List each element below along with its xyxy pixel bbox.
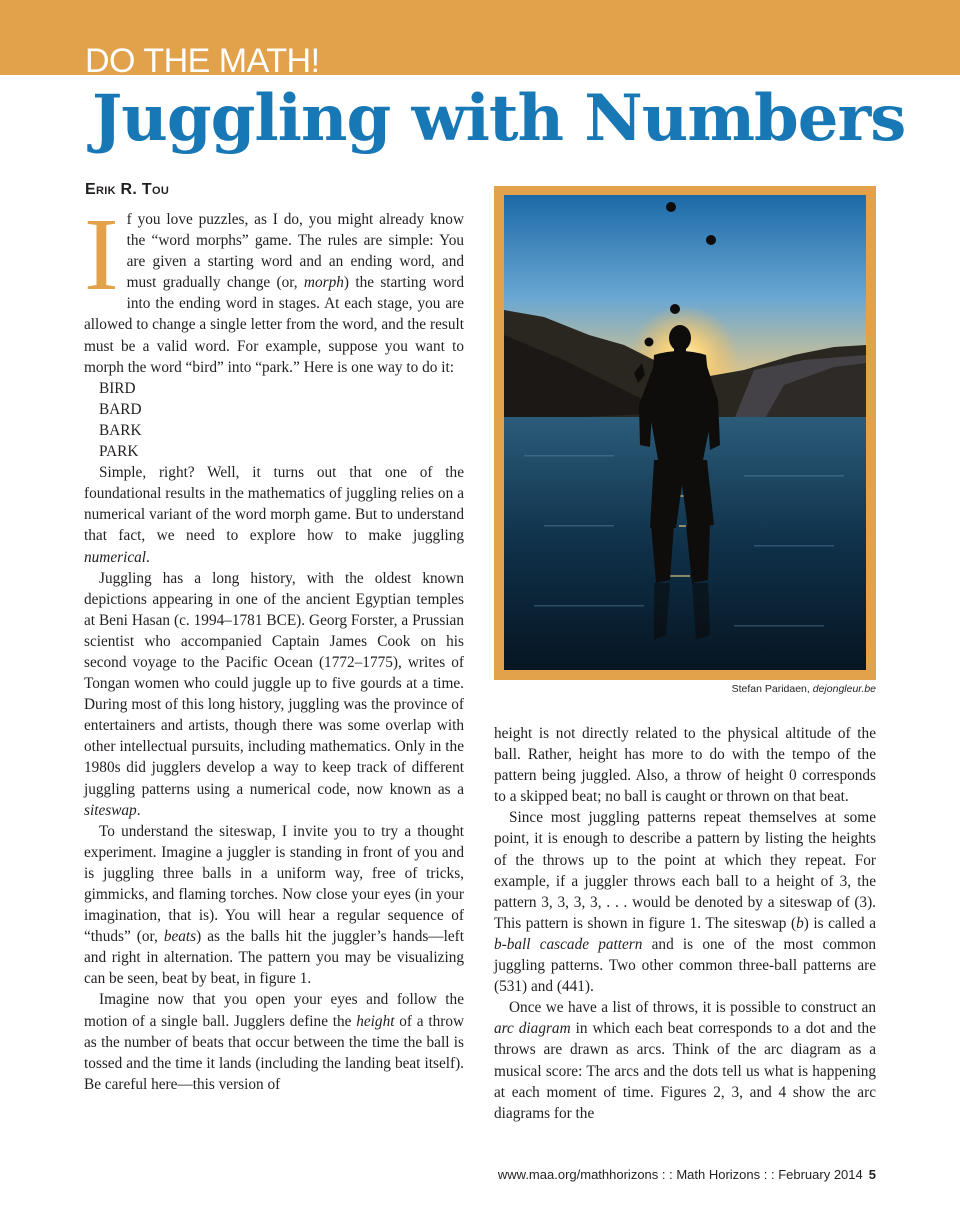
page-footer — [498, 1167, 876, 1182]
paragraph: Once we have a list of throws, it is possible to construct an arc diagram in which each beat corresponds to a dot and the throws are drawn as arcs. Think of the arc diagram as a musical score: The arcs and the dots tell us what is happening at each moment of time. Figures 2, 3, and 4 show the arc diagrams for the — [494, 999, 876, 1122]
word-morph-step: BARK — [99, 421, 142, 439]
right-column — [494, 723, 876, 1124]
paragraph: Imagine now that you open your eyes and follow the motion of a single ball. Jugglers define the height of a throw as the number of beats that occur between the time the ball is tossed and the time it lands (including the landing beat itself). Be careful here—this version of — [84, 991, 465, 1093]
author-byline: Erik R. Tou — [85, 181, 170, 198]
paragraph: Juggling has a long history, with the oldest known depictions appearing in one of the ancient Egyptian temples at Beni Hasan (c. 1994–1781 BCE). Georg Forster, a Prussian scientist who accompanied Captain James Cook on his second voyage to the Pacific Ocean (1772–1775), writes of Tongan women who could juggle up to five gourds at a time. During most of this long history, juggling was the province of entertainers and artists, though there was some overlap with other intellectual pursuits, including mathematics. Only in the 1980s did jugglers develop a way to keep track of different juggling patterns using a numerical code, now known as a siteswap. — [84, 569, 464, 819]
section-label: DO THE MATH! — [85, 42, 320, 80]
article-title: Juggling with Numbers — [92, 81, 906, 156]
paragraph-intro: If you love puzzles, as I do, you might already know the “word morphs” game. The rules are simple: You are given a starting word and an ending word, and must gradually change (or, morph) the starting word into the ending word in stages. At each stage, you are allowed to change a single letter from the word, and the result must be a valid word. For example, suppose you want to morph the word “bird” into “park.” Here is one way to do it: — [84, 197, 465, 376]
left-column — [84, 197, 465, 1095]
photo-frame — [494, 186, 876, 680]
word-morph-step: BARD — [99, 400, 142, 418]
word-morph-step: BIRD — [99, 379, 136, 397]
footer-text: www.maa.org/mathhorizons : : Math Horizons : : February 2014 — [497, 1167, 863, 1182]
juggler-photo — [504, 195, 866, 670]
photo-credit: Stefan Paridaen, dejongleur.be — [731, 683, 876, 695]
word-morph-step: PARK — [99, 443, 139, 461]
page-number: 5 — [868, 1167, 876, 1182]
paragraph: Simple, right? Well, it turns out that one of the foundational results in the mathematics of juggling relies on a numerical variant of the word morph game. But to understand that fact, we need to explore how to make juggling numerical. — [84, 464, 464, 566]
paragraph-continued: height is not directly related to the physical altitude of the ball. Rather, height has more to do with the tempo of the pattern being juggled. Also, a throw of height 0 corresponds to a skipped beat; no ball is caught or thrown on that beat. — [494, 725, 876, 806]
drop-cap: I — [84, 197, 119, 312]
paragraph: Since most juggling patterns repeat themselves at some point, it is enough to describe a pattern by listing the heights of the throws up to the point at which they repeat. For example, if a juggler throws each ball to a height of 3, the pattern 3, 3, 3, 3, . . . would be denoted by a siteswap of (3). This pattern is shown in figure 1. The siteswap (b) is called a b-ball cascade pattern and is one of the most common juggling patterns. Two other common three-ball patterns are (531) and (441). — [494, 809, 877, 996]
paragraph: To understand the siteswap, I invite you to try a thought experiment. Imagine a juggler is standing in front of you and is juggling three balls in a uniform way, free of tricks, gimmicks, and flaming torches. Now close your eyes (in your imagination, that is). You will hear a regular sequence of “thuds” (or, beats) as the balls hit the juggler’s hands—left and right in alternation. The pattern you may be visualizing can be seen, beat by beat, in figure 1. — [84, 822, 464, 988]
